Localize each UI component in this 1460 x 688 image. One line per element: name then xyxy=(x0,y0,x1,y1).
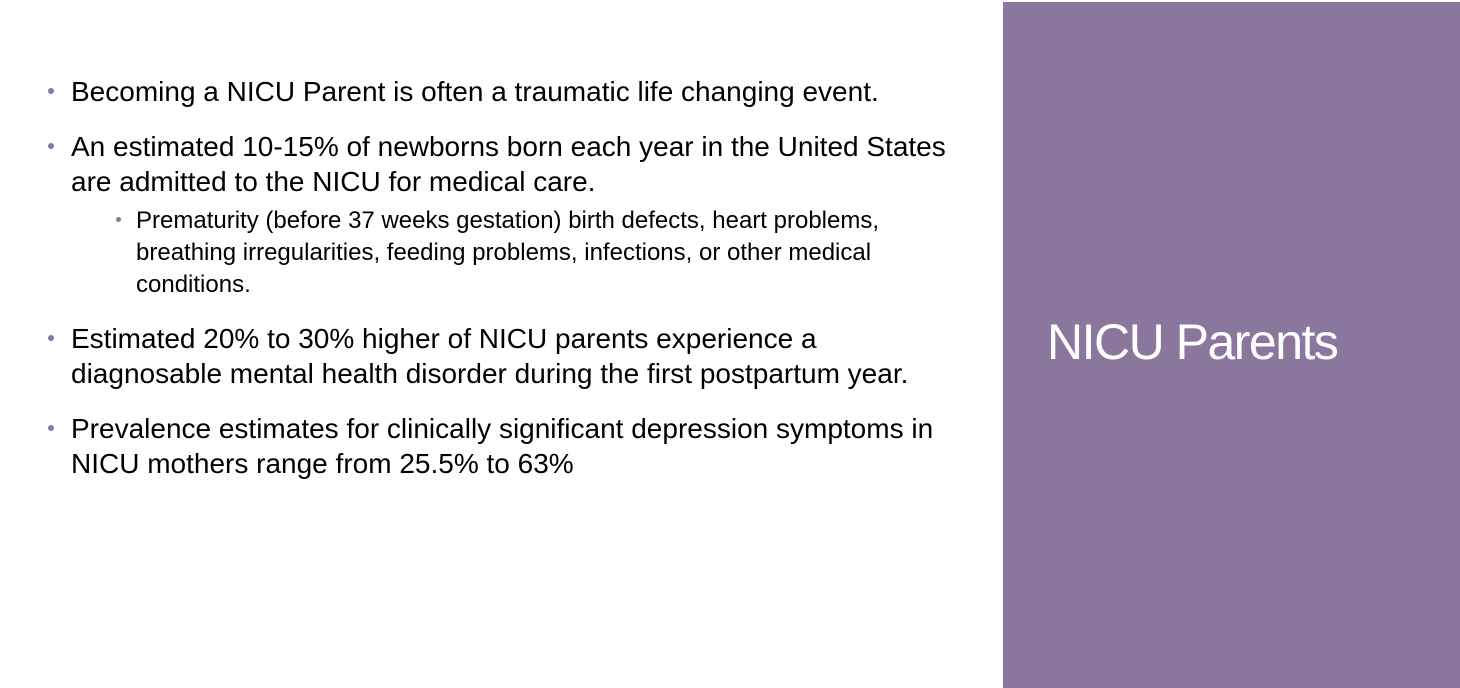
slide-title: NICU Parents xyxy=(1047,314,1338,370)
bullet-text: An estimated 10-15% of newborns born each year in the United States are admitted to the NICU for medical care. xyxy=(71,131,946,197)
sub-bullet-item xyxy=(113,205,946,301)
bullet-item xyxy=(46,74,946,109)
bullet-item xyxy=(46,321,946,391)
bullet-text: Prevalence estimates for clinically significant depression symptoms in NICU mothers range from 25.5% to 63% xyxy=(71,413,934,479)
title-panel xyxy=(1003,2,1460,688)
sub-bullet-text: Prematurity (before 37 weeks gestation) birth defects, heart problems, breathing irregularities, feeding problems, infections, or other medical conditions. xyxy=(136,207,880,298)
bullet-dot-icon xyxy=(48,88,54,94)
bullet-item xyxy=(46,129,946,301)
bullet-text: Estimated 20% to 30% higher of NICU parents experience a diagnosable mental health disorder during the first postpartum year. xyxy=(71,323,909,389)
bullet-dot-icon xyxy=(48,335,54,341)
sub-bullet-dot-icon xyxy=(116,217,121,222)
bullet-dot-icon xyxy=(48,425,54,431)
bullet-text: Becoming a NICU Parent is often a traumatic life changing event. xyxy=(71,76,879,107)
bullet-dot-icon xyxy=(48,143,54,149)
bullet-item xyxy=(46,411,946,481)
bullet-list xyxy=(46,74,946,501)
